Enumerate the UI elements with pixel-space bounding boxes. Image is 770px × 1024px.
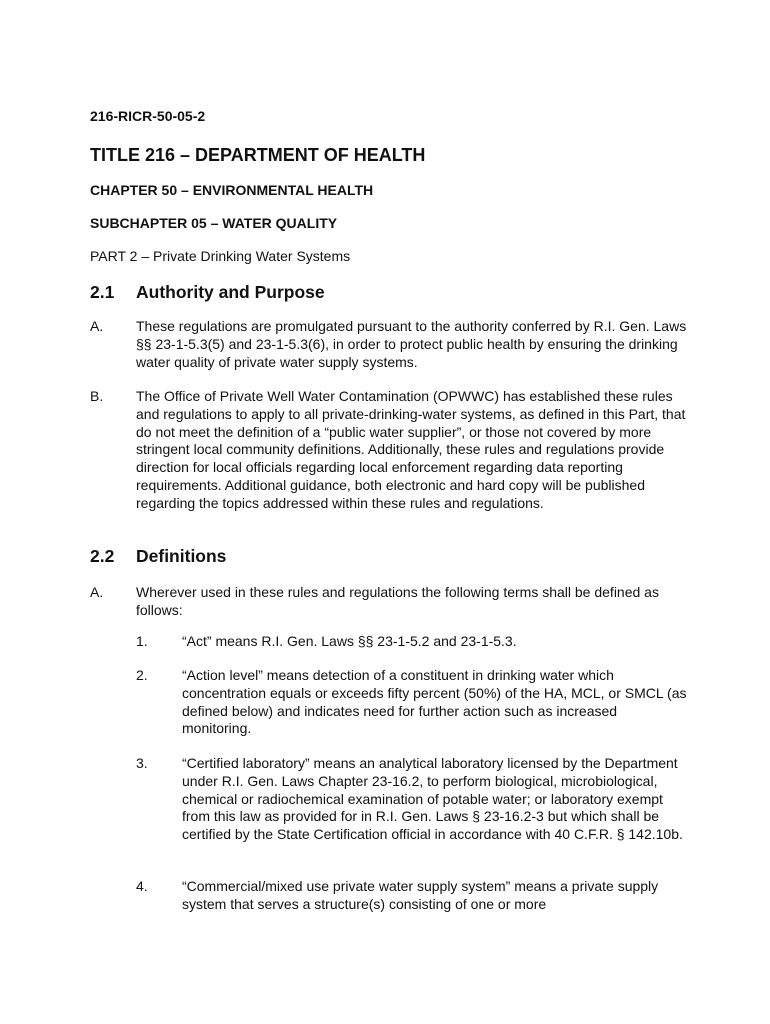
definition-text: “Certified laboratory” means an analytical laboratory licensed by the Department under R.I. Gen. Laws Chapter 23-16.2, to perform biological, microbiological, chemical or radiochemical examination of potable water; or laboratory exempt from this law as provided for in R.I. Gen. Laws § 23-16.2-3 but which shall be certified by the State Certification official in accordance with 40 C.F.R. § 142.10b.: [182, 755, 683, 843]
chapter-heading: CHAPTER 50 – ENVIRONMENTAL HEALTH: [90, 182, 374, 198]
paragraph-text: Wherever used in these rules and regulations the following terms shall be defined as follows:: [136, 584, 659, 618]
definition-number: 4.: [136, 878, 148, 894]
paragraph-label: A.: [90, 584, 104, 600]
paragraph-text: The Office of Private Well Water Contamination (OPWWC) has established these rules and regulations to apply to all private-drinking-water systems, as defined in this Part, that do not meet the definition of a “public water supplier”, or those not covered by more stringent local community definitions. Additionally, these rules and regulations provide direction for local officials regarding local enforcement regarding data reporting requirements. Additional guidance, both electronic and hard copy will be published regarding the topics addressed within these rules and regulations.: [136, 388, 686, 511]
section-title: Definitions: [136, 546, 227, 566]
definition-text: “Act” means R.I. Gen. Laws §§ 23-1-5.2 and 23-1-5.3.: [182, 633, 517, 649]
title-heading: TITLE 216 – DEPARTMENT OF HEALTH: [90, 145, 426, 165]
section-number: 2.2: [90, 546, 115, 566]
regulation-id: 216-RICR-50-05-2: [90, 108, 206, 124]
definition-number: 3.: [136, 755, 148, 771]
definition-text: “Commercial/mixed use private water supply system” means a private supply system that serves a structure(s) consisting of one or more: [182, 878, 659, 912]
section-number: 2.1: [90, 282, 115, 302]
paragraph-label: B.: [90, 388, 104, 404]
paragraph-text: These regulations are promulgated pursuant to the authority conferred by R.I. Gen. Laws §§ 23-1-5.3(5) and 23-1-5.3(6), in order to protect public health by ensuring the drinking water quality of private water supply systems.: [136, 318, 687, 370]
paragraph-label: A.: [90, 318, 104, 334]
definition-number: 2.: [136, 667, 148, 683]
section-title: Authority and Purpose: [136, 282, 325, 302]
subchapter-heading: SUBCHAPTER 05 – WATER QUALITY: [90, 215, 338, 231]
definition-text: “Action level” means detection of a constituent in drinking water which concentration equals or exceeds fifty percent (50%) of the HA, MCL, or SMCL (as defined below) and indicates need for further action such as increased monitoring.: [182, 667, 687, 737]
definition-number: 1.: [136, 633, 148, 649]
part-heading: PART 2 – Private Drinking Water Systems: [90, 248, 351, 264]
